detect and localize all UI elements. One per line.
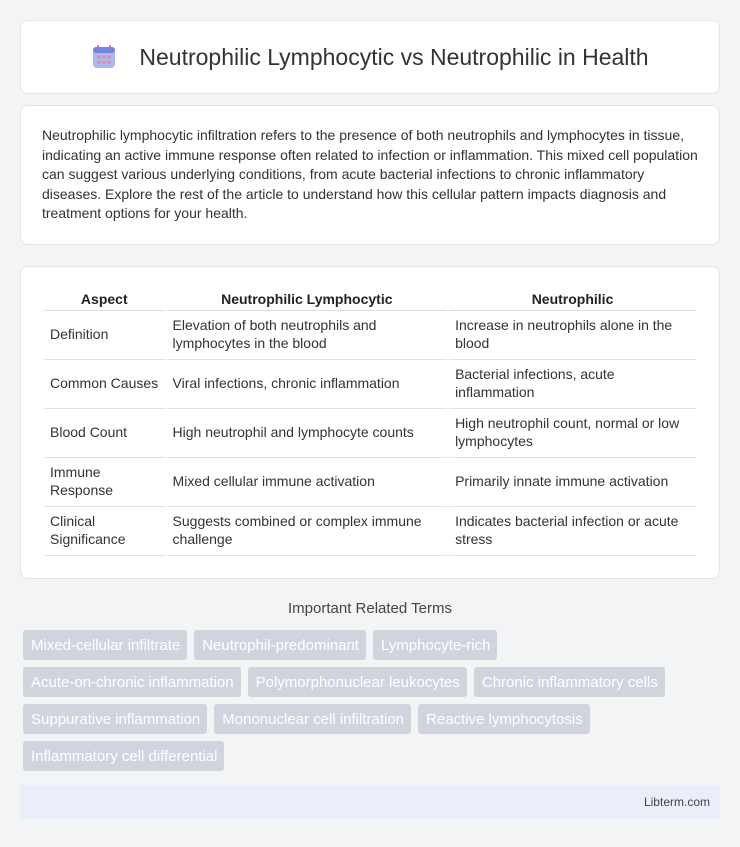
related-terms-title: Important Related Terms xyxy=(288,599,452,617)
table-cell: Primarily innate immune activation xyxy=(449,458,696,507)
header-aspect: Aspect xyxy=(44,287,165,311)
table-header-row xyxy=(44,287,696,311)
comparison-table xyxy=(42,287,698,556)
table-cell: Definition xyxy=(44,311,165,360)
related-term-tag[interactable]: Mononuclear cell infiltration xyxy=(214,704,411,734)
table-cell: Indicates bacterial infection or acute stress xyxy=(449,507,696,556)
related-term-tag[interactable]: Polymorphonuclear leukocytes xyxy=(248,667,467,697)
related-term-tag[interactable]: Inflammatory cell differential xyxy=(23,741,224,771)
table-row xyxy=(44,311,696,360)
table-cell: Common Causes xyxy=(44,360,165,409)
table-row xyxy=(44,409,696,458)
table-cell: Mixed cellular immune activation xyxy=(167,458,448,507)
table-cell: Immune Response xyxy=(44,458,165,507)
table-cell: Clinical Significance xyxy=(44,507,165,556)
footer-site-link[interactable]: Libterm.com xyxy=(643,794,710,809)
related-terms-list xyxy=(23,630,720,778)
related-term-tag[interactable]: Suppurative inflammation xyxy=(23,704,207,734)
table-row xyxy=(44,458,696,507)
related-term-tag[interactable]: Reactive lymphocytosis xyxy=(418,704,590,734)
page-header xyxy=(20,20,720,94)
table-row xyxy=(44,360,696,409)
intro-card xyxy=(20,105,720,245)
page-title: Neutrophilic Lymphocytic vs Neutrophilic in Health xyxy=(139,43,649,70)
related-term-tag[interactable]: Lymphocyte-rich xyxy=(373,630,497,660)
related-term-tag[interactable]: Acute-on-chronic inflammation xyxy=(23,667,241,697)
table-row xyxy=(44,507,696,556)
table-cell: Suggests combined or complex immune challenge xyxy=(167,507,448,556)
page-footer xyxy=(20,785,720,819)
header-neutrophilic: Neutrophilic xyxy=(449,287,696,311)
intro-text: Neutrophilic lymphocytic infiltration refers to the presence of both neutrophils and lymphocytes in tissue, indicating an active immune response often related to infection or inflammation. This mixed cell population can suggest various underlying conditions, from acute bacterial infections to chronic inflammatory diseases. Explore the rest of the article to understand how this cellular pattern impacts diagnosis and treatment options for your health. xyxy=(42,127,698,222)
comparison-card xyxy=(20,266,720,579)
table-cell: Elevation of both neutrophils and lymphocytes in the blood xyxy=(167,311,448,360)
table-cell: High neutrophil count, normal or low lymphocytes xyxy=(449,409,696,458)
table-cell: Blood Count xyxy=(44,409,165,458)
table-cell: Bacterial infections, acute inflammation xyxy=(449,360,696,409)
table-cell: Viral infections, chronic inflammation xyxy=(167,360,448,409)
related-term-tag[interactable]: Chronic inflammatory cells xyxy=(474,667,665,697)
header-neutrophilic-lymphocytic: Neutrophilic Lymphocytic xyxy=(167,287,448,311)
table-cell: High neutrophil and lymphocyte counts xyxy=(167,409,448,458)
related-term-tag[interactable]: Neutrophil-predominant xyxy=(194,630,366,660)
calendar-grid-icon xyxy=(91,44,117,70)
table-cell: Increase in neutrophils alone in the blood xyxy=(449,311,696,360)
related-term-tag[interactable]: Mixed-cellular infiltrate xyxy=(23,630,187,660)
